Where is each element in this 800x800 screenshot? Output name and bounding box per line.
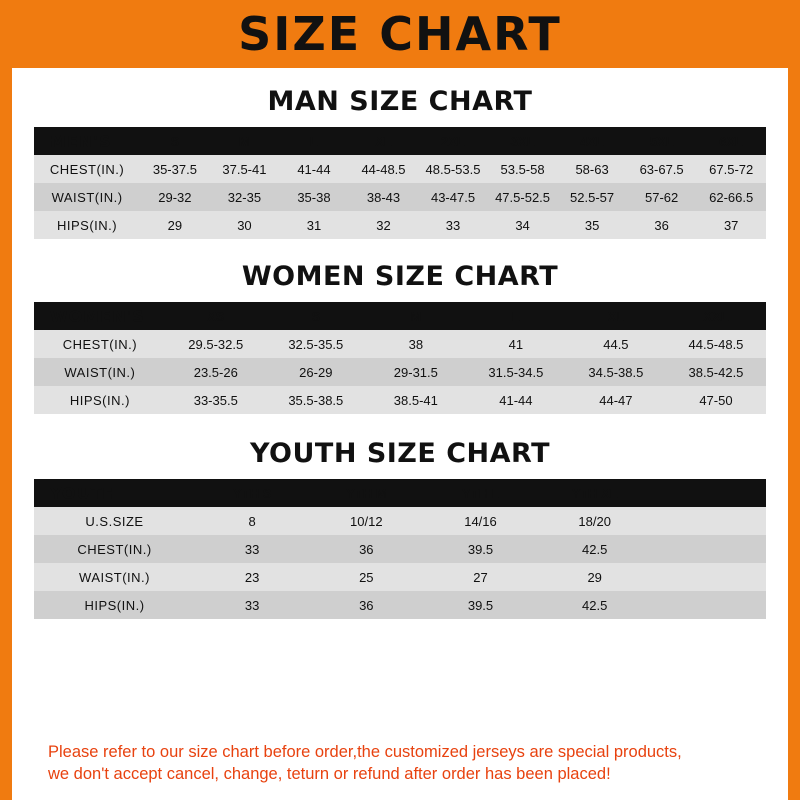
column-header: M bbox=[210, 127, 280, 155]
table-row bbox=[34, 535, 766, 563]
table-cell: 10/12 bbox=[350, 513, 383, 529]
row-label: CHEST(IN.) bbox=[49, 161, 125, 177]
column-header: YTH XL bbox=[538, 479, 652, 507]
table-cell: 29.5-32.5 bbox=[188, 336, 244, 352]
women-table-head bbox=[34, 302, 766, 330]
table-cell: 32-35 bbox=[227, 189, 262, 205]
table-cell: 47-50 bbox=[699, 392, 733, 408]
man-size-table bbox=[34, 127, 766, 239]
table-cell: 35-38 bbox=[297, 189, 331, 205]
table-cell: 44-47 bbox=[599, 392, 633, 408]
column-header: 6XL bbox=[696, 127, 766, 155]
table-cell: 42.5 bbox=[582, 541, 608, 557]
table-row bbox=[34, 155, 766, 183]
column-header: L bbox=[466, 302, 566, 330]
row-label: CHEST(IN.) bbox=[62, 336, 138, 352]
column-header: XL bbox=[566, 302, 666, 330]
content bbox=[12, 68, 788, 800]
table-cell: 39.5 bbox=[467, 597, 494, 613]
column-header: XL bbox=[349, 127, 419, 155]
table-cell: 34.5-38.5 bbox=[588, 364, 644, 380]
column-header: YOUTH bbox=[34, 479, 195, 507]
table-row bbox=[34, 211, 766, 239]
table-cell: 57-62 bbox=[644, 189, 679, 205]
table-cell bbox=[652, 563, 766, 591]
column-header: 2XL bbox=[418, 127, 488, 155]
table-cell: 31 bbox=[306, 217, 322, 233]
column-header: YTH S bbox=[195, 479, 309, 507]
footer-note-line-1: Please refer to our size chart before order,the customized jerseys are special products, bbox=[48, 743, 682, 762]
row-label: HIPS(IN.) bbox=[57, 217, 118, 233]
column-header: 3XL bbox=[488, 127, 558, 155]
man-table-body bbox=[34, 155, 766, 239]
man-section-title: MAN SIZE CHART bbox=[267, 86, 533, 117]
table-cell: 44-48.5 bbox=[361, 161, 406, 177]
table-row bbox=[34, 183, 766, 211]
table-row bbox=[34, 330, 766, 358]
table-cell: 35-37.5 bbox=[152, 161, 197, 177]
row-label: HIPS(IN.) bbox=[84, 597, 145, 613]
table-row bbox=[34, 563, 766, 591]
column-header: MEN'S bbox=[34, 127, 140, 155]
table-cell: 67.5-72 bbox=[709, 161, 754, 177]
table-cell: 29-32 bbox=[158, 189, 192, 205]
table-cell bbox=[652, 507, 766, 535]
row-label: U.S.SIZE bbox=[85, 513, 144, 529]
table-cell: 23 bbox=[244, 569, 260, 585]
table-cell: 38 bbox=[408, 336, 424, 352]
table-cell: 8 bbox=[248, 513, 256, 529]
table-cell: 44.5-48.5 bbox=[688, 336, 744, 352]
banner bbox=[12, 0, 788, 68]
table-cell: 41 bbox=[508, 336, 524, 352]
banner-title: SIZE CHART bbox=[238, 7, 562, 61]
table-cell: 43-47.5 bbox=[430, 189, 476, 205]
youth-section-title: YOUTH SIZE CHART bbox=[249, 438, 551, 469]
column-header: XS bbox=[166, 302, 266, 330]
table-cell: 44.5 bbox=[603, 336, 629, 352]
table-cell: 58-63 bbox=[575, 161, 609, 177]
row-label: CHEST(IN.) bbox=[77, 541, 152, 557]
women-section-title: WOMEN SIZE CHART bbox=[241, 261, 559, 292]
man-table-head bbox=[34, 127, 766, 155]
table-cell: 18/20 bbox=[578, 513, 611, 529]
youth-table-body bbox=[34, 507, 766, 619]
row-label: WAIST(IN.) bbox=[64, 364, 136, 380]
row-label: WAIST(IN.) bbox=[51, 189, 123, 205]
table-cell bbox=[652, 535, 766, 563]
table-row bbox=[34, 358, 766, 386]
women-size-table bbox=[34, 302, 766, 414]
table-cell: 23.5-26 bbox=[193, 364, 238, 380]
table-header-row bbox=[34, 127, 766, 155]
table-cell: 35 bbox=[584, 217, 600, 233]
table-cell: 38-43 bbox=[366, 189, 401, 205]
table-cell: 36 bbox=[654, 217, 669, 233]
table-cell: 31.5-34.5 bbox=[488, 364, 544, 380]
table-cell: 33 bbox=[244, 541, 260, 557]
column-header: YTH M bbox=[309, 479, 423, 507]
table-cell: 30 bbox=[237, 217, 252, 233]
column-header bbox=[652, 479, 766, 507]
table-cell: 33 bbox=[244, 597, 260, 613]
table-row bbox=[34, 507, 766, 535]
table-cell: 32 bbox=[376, 217, 391, 233]
table-cell: 63-67.5 bbox=[639, 161, 684, 177]
table-cell: 34 bbox=[515, 217, 530, 233]
table-cell: 53.5-58 bbox=[500, 161, 545, 177]
table-cell: 62-66.5 bbox=[709, 189, 754, 205]
table-cell: 29 bbox=[167, 217, 183, 233]
table-row bbox=[34, 591, 766, 619]
table-cell: 27 bbox=[473, 569, 488, 585]
table-cell: 36 bbox=[359, 597, 374, 613]
table-header-row bbox=[34, 479, 766, 507]
column-header: 4XL bbox=[557, 127, 627, 155]
table-cell: 41-44 bbox=[499, 392, 533, 408]
table-cell: 25 bbox=[359, 569, 374, 585]
column-header: S bbox=[140, 127, 210, 155]
table-cell: 33 bbox=[445, 217, 461, 233]
table-cell: 36 bbox=[359, 541, 374, 557]
footer-note bbox=[34, 732, 766, 800]
table-cell: 29 bbox=[587, 569, 602, 585]
table-cell: 47.5-52.5 bbox=[495, 189, 551, 205]
table-cell: 48.5-53.5 bbox=[425, 161, 481, 177]
column-header: S bbox=[266, 302, 366, 330]
table-cell: 42.5 bbox=[582, 597, 608, 613]
table-cell: 38.5-41 bbox=[393, 392, 438, 408]
youth-size-table bbox=[34, 479, 766, 619]
row-label: HIPS(IN.) bbox=[69, 392, 130, 408]
table-cell: 41-44 bbox=[297, 161, 331, 177]
table-cell: 29-31.5 bbox=[393, 364, 438, 380]
table-cell: 39.5 bbox=[467, 541, 494, 557]
table-cell: 14/16 bbox=[464, 513, 497, 529]
women-table-body bbox=[34, 330, 766, 414]
table-row bbox=[34, 386, 766, 414]
column-header: WOMEN'S bbox=[34, 302, 166, 330]
youth-table-head bbox=[34, 479, 766, 507]
table-cell bbox=[652, 591, 766, 619]
footer-note-line-2: we don't accept cancel, change, teturn or refund after order has been placed! bbox=[48, 765, 611, 784]
table-header-row bbox=[34, 302, 766, 330]
table-cell: 26-29 bbox=[299, 364, 333, 380]
column-header: M bbox=[366, 302, 466, 330]
table-cell: 52.5-57 bbox=[570, 189, 615, 205]
table-cell: 38.5-42.5 bbox=[688, 364, 744, 380]
column-header: YTH L bbox=[423, 479, 537, 507]
column-header: L bbox=[279, 127, 349, 155]
row-label: WAIST(IN.) bbox=[79, 569, 150, 585]
column-header: 5XL bbox=[627, 127, 697, 155]
column-header: XXL bbox=[666, 302, 766, 330]
table-cell: 33-35.5 bbox=[193, 392, 238, 408]
table-cell: 37 bbox=[723, 217, 739, 233]
table-cell: 35.5-38.5 bbox=[288, 392, 344, 408]
table-cell: 32.5-35.5 bbox=[288, 336, 344, 352]
table-cell: 37.5-41 bbox=[222, 161, 267, 177]
